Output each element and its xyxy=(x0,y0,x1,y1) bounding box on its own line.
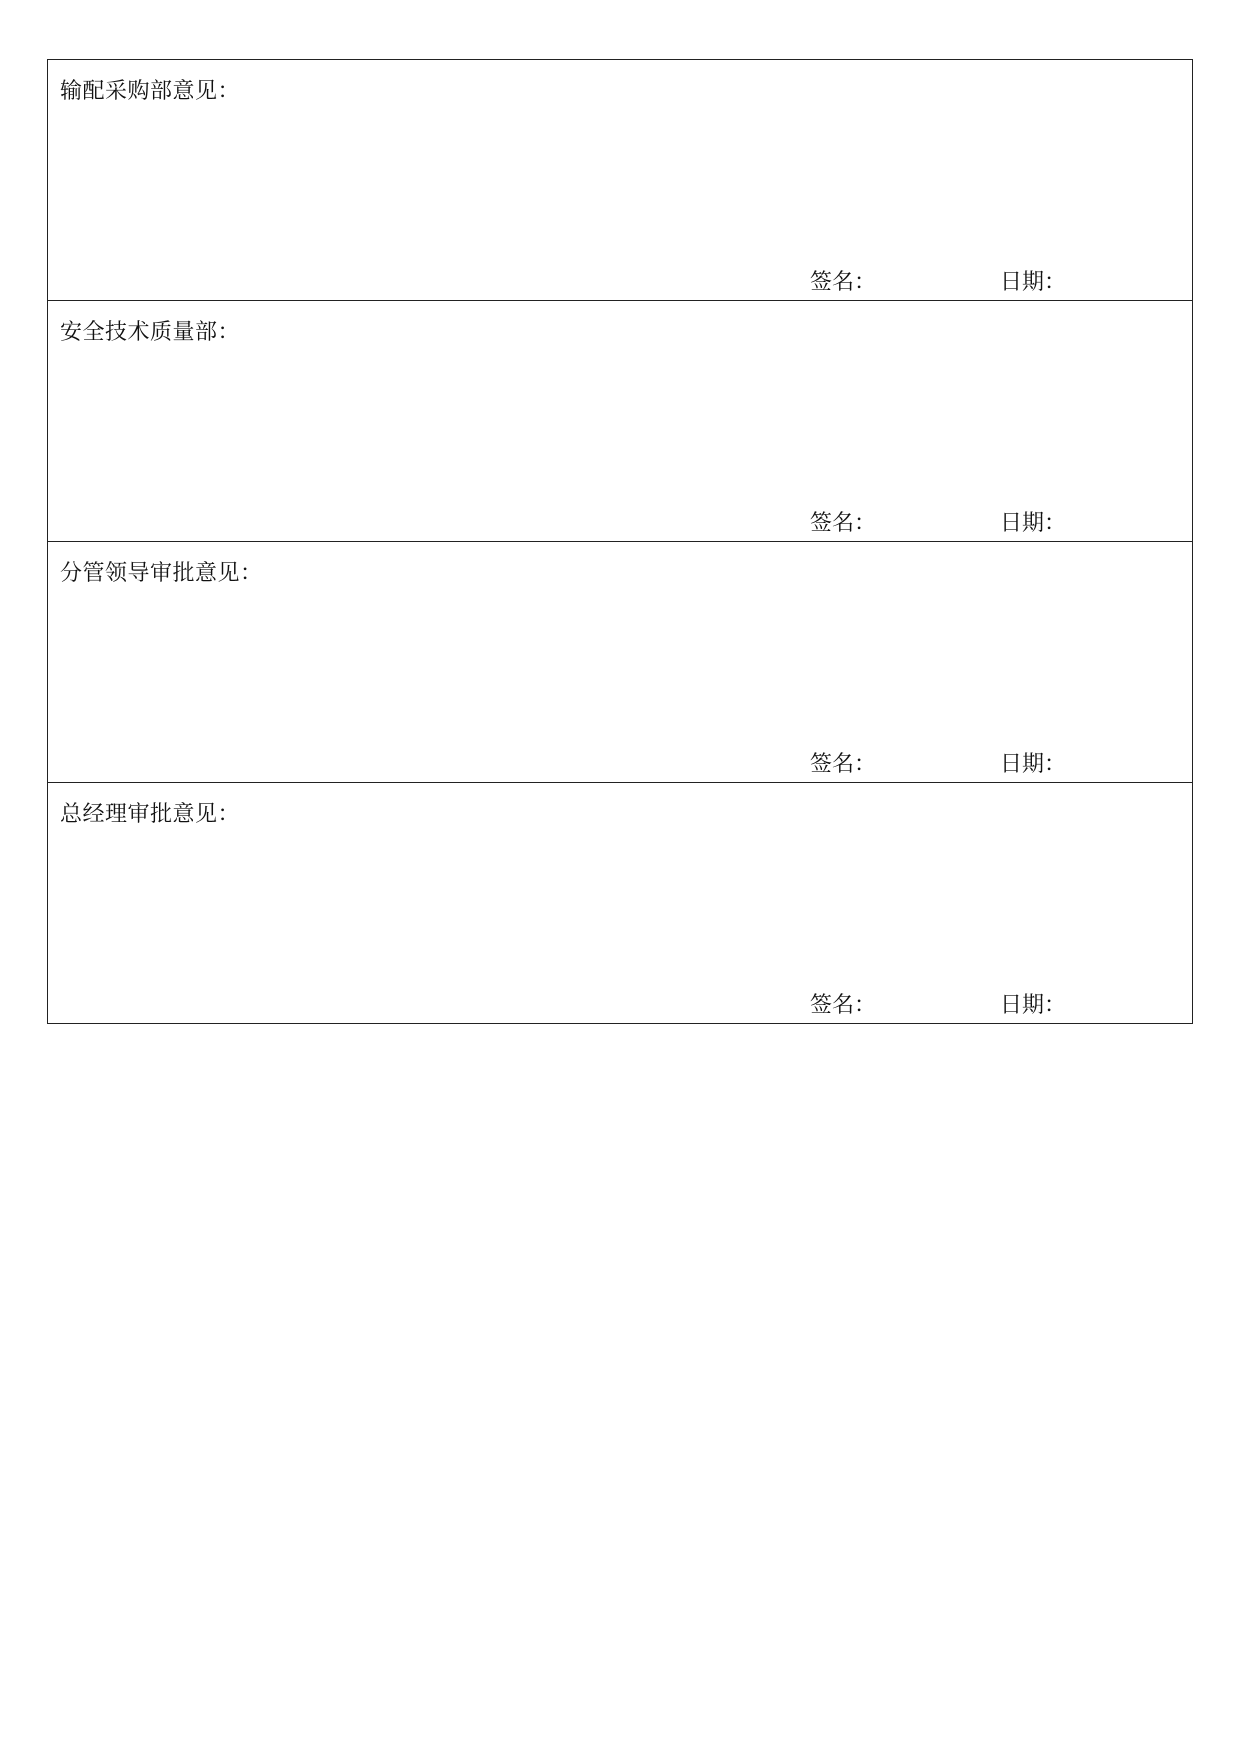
date-label: 日期： xyxy=(1000,752,1067,777)
date-label: 日期： xyxy=(1000,511,1067,536)
date-label: 日期： xyxy=(1000,270,1067,295)
signature-label: 签名： xyxy=(810,511,877,536)
section-supervising-leader xyxy=(48,542,1192,783)
section-title: 总经理审批意见： xyxy=(60,802,241,827)
section-procurement xyxy=(48,60,1192,301)
approval-form-table xyxy=(47,59,1193,1024)
section-title: 输配采购部意见： xyxy=(60,79,241,104)
date-label: 日期： xyxy=(1000,993,1067,1018)
section-title: 安全技术质量部： xyxy=(60,320,241,345)
signature-label: 签名： xyxy=(810,993,877,1018)
section-title: 分管领导审批意见： xyxy=(60,561,263,586)
section-safety-tech-quality xyxy=(48,301,1192,542)
signature-label: 签名： xyxy=(810,270,877,295)
signature-label: 签名： xyxy=(810,752,877,777)
section-general-manager xyxy=(48,783,1192,1023)
